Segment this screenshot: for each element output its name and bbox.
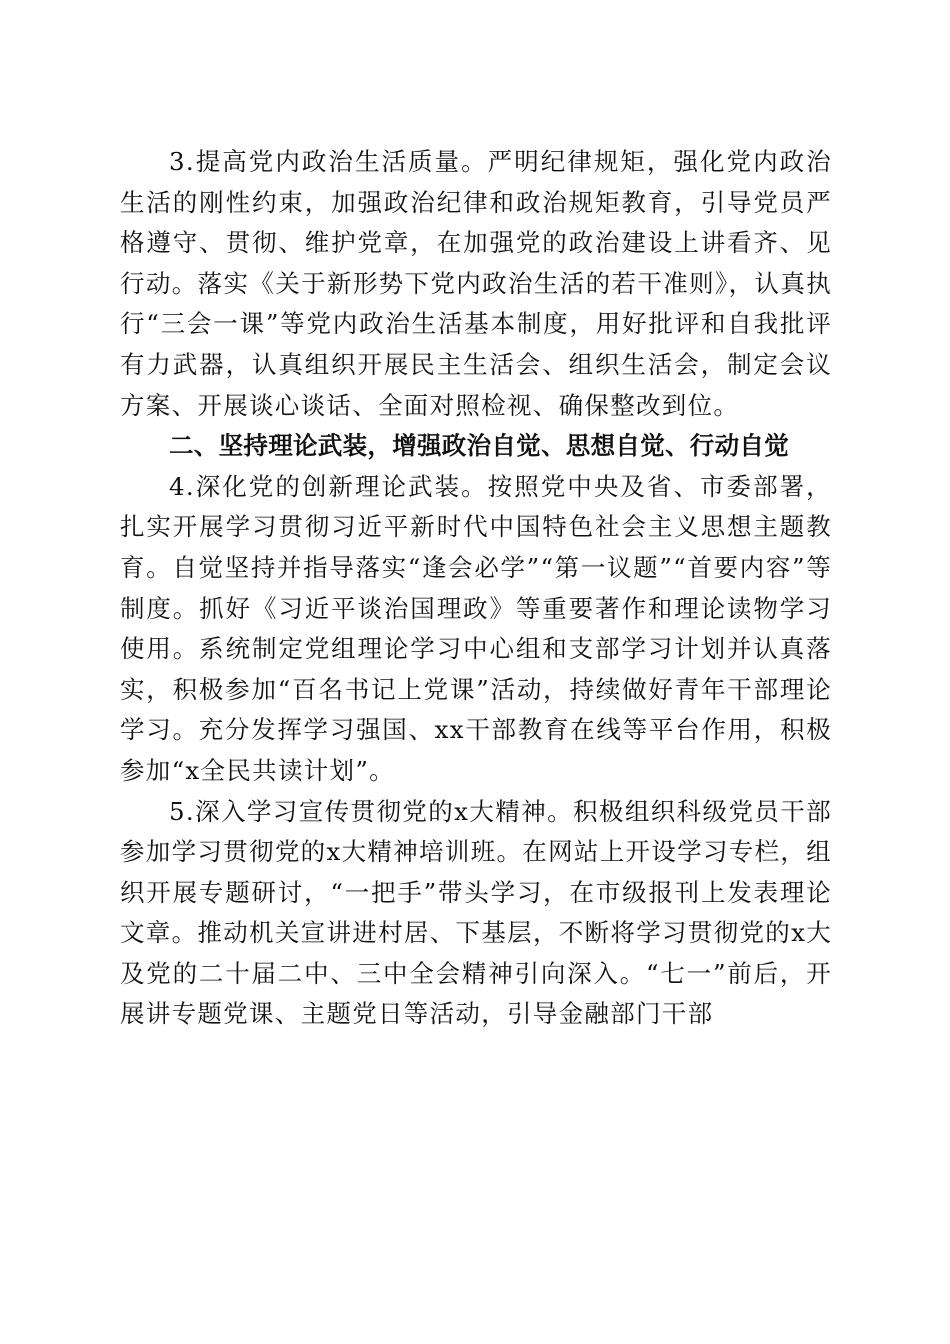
section-heading-2: 二、坚持理论武装，增强政治自觉、思想自觉、行动自觉 bbox=[169, 431, 789, 461]
paragraph-4: 4.深化党的创新理论武装。按照党中央及省、市委部署，扎实开展学习贯彻习近平新时代中国特色社会主义思想主题教育。自觉坚持并指导落实“逢会必学”“第一议题”“首要内容”等制度。抓好《习近平谈治国理政》等重要著作和理论读物学习使用。系统制定党组理论学习中心组和支部学习计划并认真落实，积极参加“百名书记上党课”活动，持续做好青年干部理论学习。充分发挥学习强国、xx干部教育在线等平台作用，积极参加“x全民共读计划”。 bbox=[120, 471, 832, 785]
document-body bbox=[120, 142, 832, 1035]
paragraph-5: 5.深入学习宣传贯彻党的x大精神。积极组织科级党员干部参加学习贯彻党的x大精神培训班。在网站上开设学习专栏，组织开展专题研讨，“一把手”带头学习，在市级报刊上发表理论文章。推动机关宣讲进村居、下基层，不断将学习贯彻党的x大及党的二十届二中、三中全会精神引向深入。“七一”前后，开展讲专题党课、主题党日等活动，引导金融部门干部 bbox=[120, 796, 832, 1029]
paragraph-3: 3.提高党内政治生活质量。严明纪律规矩，强化党内政治生活的刚性约束，加强政治纪律和政治规矩教育，引导党员严格遵守、贯彻、维护党章，在加强党的政治建设上讲看齐、见行动。落实《关于新形势下党内政治生活的若干准则》，认真执行“三会一课”等党内政治生活基本制度，用好批评和自我批评有力武器，认真组织开展民主生活会、组织生活会，制定会议方案、开展谈心谈话、全面对照检视、确保整改到位。 bbox=[120, 147, 832, 420]
